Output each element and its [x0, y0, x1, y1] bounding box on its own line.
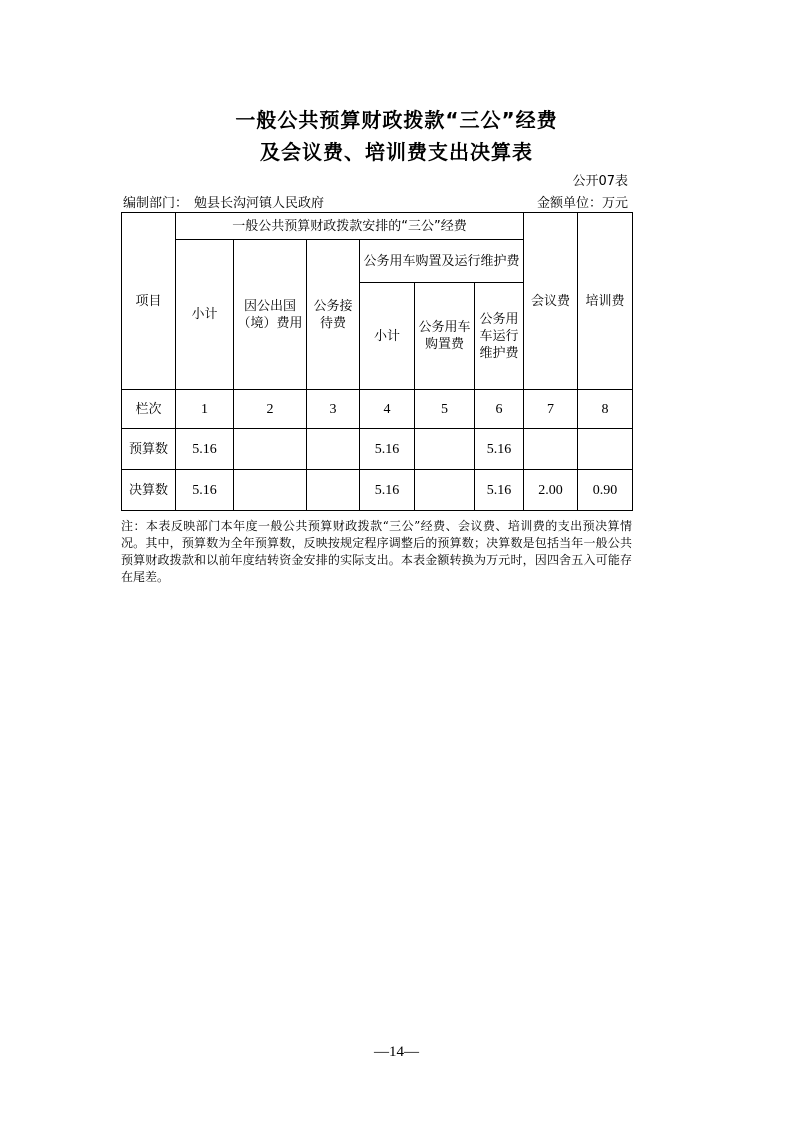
cell-value: 5.16: [176, 470, 234, 511]
row-label: 栏次: [122, 390, 176, 429]
column-number: 5: [415, 390, 475, 429]
column-number: 2: [234, 390, 307, 429]
column-number: 7: [524, 390, 578, 429]
header-subtotal: 小计: [176, 240, 234, 390]
table-number: 公开07表: [572, 174, 628, 189]
header-overseas: 因公出国（境）费用: [234, 240, 307, 390]
cell-value: 5.16: [475, 470, 524, 511]
header-vehicle-operation: 公务用车运行维护费: [475, 283, 524, 390]
department-label: 编制部门：: [123, 196, 189, 211]
header-vehicle-group: 公务用车购置及运行维护费: [360, 240, 524, 283]
column-number: 8: [578, 390, 633, 429]
column-number-row: [122, 390, 633, 429]
table-row: [122, 470, 633, 511]
cell-value: [234, 429, 307, 470]
header-item: 项目: [122, 213, 176, 390]
header-meeting: 会议费: [524, 213, 578, 390]
row-label: 预算数: [122, 429, 176, 470]
header-training: 培训费: [578, 213, 633, 390]
header-reception: 公务接待费: [307, 240, 360, 390]
cell-value: [578, 429, 633, 470]
cell-value: [524, 429, 578, 470]
cell-value: 2.00: [524, 470, 578, 511]
cell-value: [234, 470, 307, 511]
column-number: 6: [475, 390, 524, 429]
cell-value: 0.90: [578, 470, 633, 511]
cell-value: 5.16: [475, 429, 524, 470]
cell-value: [307, 470, 360, 511]
column-number: 4: [360, 390, 415, 429]
page-number: —14—: [374, 1044, 419, 1060]
page-title-line1: 一般公共预算财政拨款“三公”经费: [235, 108, 558, 132]
cell-value: [415, 470, 475, 511]
cell-value: 5.16: [360, 470, 415, 511]
department-name: 勉县长沟河镇人民政府: [194, 196, 325, 211]
cell-value: 5.16: [360, 429, 415, 470]
expense-table: [121, 212, 633, 511]
department-info: [123, 192, 324, 211]
table-note: 注：本表反映部门本年度一般公共预算财政拨款“三公”经费、会议费、培训费的支出预决算情况。其中，预算数为全年预算数，反映按规定程序调整后的预算数；决算数是包括当年一般公共预算财政拨款和以前年度结转资金安排的实际支出。本表金额转换为万元时，因四舍五入可能存在尾差。: [121, 519, 632, 584]
amount-unit: 金额单位：万元: [536, 196, 628, 211]
column-number: 3: [307, 390, 360, 429]
row-label: 决算数: [122, 470, 176, 511]
header-three-public-group: 一般公共预算财政拨款安排的“三公”经费: [176, 213, 524, 240]
column-number: 1: [176, 390, 234, 429]
header-vehicle-purchase: 公务用车购置费: [415, 283, 475, 390]
header-vehicle-subtotal: 小计: [360, 283, 415, 390]
cell-value: [307, 429, 360, 470]
cell-value: [415, 429, 475, 470]
cell-value: 5.16: [176, 429, 234, 470]
page-title-line2: 及会议费、培训费支出决算表: [260, 140, 533, 164]
table-row: [122, 429, 633, 470]
